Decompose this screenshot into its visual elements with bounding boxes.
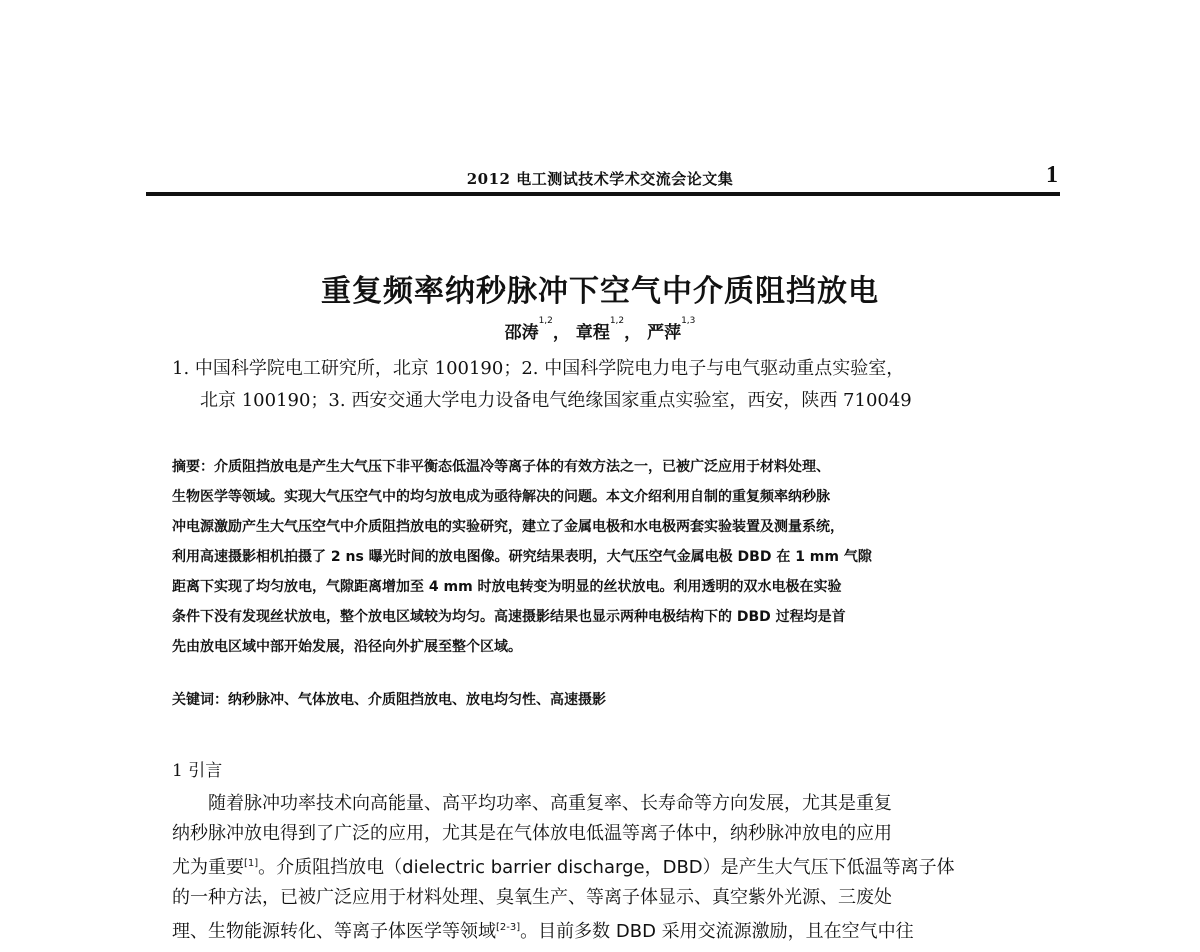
abstract — [172, 452, 1034, 662]
affiliation-line: 北京 100190；3. 西安交通大学电力设备电气绝缘国家重点实验室，西安，陕西 710049 — [200, 390, 912, 411]
body-line: 随着脉冲功率技术向高能量、高平均功率、高重复率、长寿命等方向发展，尤其是重复 — [208, 793, 892, 814]
author-separator: ， — [624, 323, 642, 343]
body-line — [172, 913, 1034, 947]
body-text — [172, 789, 1034, 947]
abstract-line: 先由放电区域中部开始发展，沿径向外扩展至整个区域。 — [172, 639, 522, 655]
abstract-line: 摘要：介质阻挡放电是产生大气压下非平衡态低温冷等离子体的有效方法之一，已被广泛应用于材料处理、 — [172, 459, 830, 475]
author-affiliation-mark: 1,3 — [681, 316, 696, 326]
page-number: 1 — [1046, 162, 1058, 188]
affiliation-line: 1. 中国科学院电工研究所，北京 100190；2. 中国科学院电力电子与电气驱动重点实验室， — [172, 358, 905, 379]
citation-ref: [1] — [244, 858, 259, 869]
citation-ref: [2-3] — [496, 922, 521, 933]
abstract-line: 利用高速摄影相机拍摄了 2 ns 曝光时间的放电图像。研究结果表明，大气压空气金属电极 DBD 在 1 mm 气隙 — [172, 549, 872, 565]
running-header: 2012 电工测试技术学术交流会论文集 — [466, 170, 734, 188]
body-text-segment: 。目前多数 DBD 采用交流源激励，且在空气中往 — [520, 921, 914, 942]
body-text-segment: 尤为重要 — [172, 857, 244, 878]
body-text-segment: 。介质阻挡放电（dielectric barrier discharge，DBD）是产生大气压下低温等离子体 — [258, 857, 955, 878]
header-rule — [146, 192, 1060, 196]
author-name: 邵涛 — [504, 323, 539, 343]
body-text-segment: 理、生物能源转化、等离子体医学等领域 — [172, 921, 496, 942]
paper-title: 重复频率纳秒脉冲下空气中介质阻挡放电 — [321, 274, 879, 309]
body-line — [172, 849, 1034, 883]
body-line: 的一种方法，已被广泛应用于材料处理、臭氧生产、等离子体显示、真空紫外光源、三废处 — [172, 887, 892, 908]
author-affiliation-mark: 1,2 — [609, 316, 625, 326]
keywords: 关键词：纳秒脉冲、气体放电、介质阻挡放电、放电均匀性、高速摄影 — [172, 692, 606, 708]
body-line: 纳秒脉冲放电得到了广泛的应用，尤其是在气体放电低温等离子体中，纳秒脉冲放电的应用 — [172, 823, 892, 844]
abstract-line: 条件下没有发现丝状放电，整个放电区域较为均匀。高速摄影结果也显示两种电极结构下的 DBD 过程均是首 — [172, 609, 846, 625]
section-heading: 1 引言 — [172, 761, 223, 781]
author-name: 章程 — [575, 323, 610, 343]
abstract-line: 冲电源激励产生大气压空气中介质阻挡放电的实验研究，建立了金属电极和水电极两套实验装置及测量系统， — [172, 519, 844, 535]
abstract-line: 距离下实现了均匀放电，气隙距离增加至 4 mm 时放电转变为明显的丝状放电。利用透明的双水电极在实验 — [172, 579, 842, 595]
author-name: 严萍 — [647, 323, 682, 343]
author-separator: ， — [552, 323, 570, 343]
abstract-line: 生物医学等领域。实现大气压空气中的均匀放电成为亟待解决的问题。本文介绍利用自制的重复频率纳秒脉 — [172, 489, 830, 505]
author-affiliation-mark: 1,2 — [538, 316, 553, 326]
author-list — [0, 318, 1200, 343]
